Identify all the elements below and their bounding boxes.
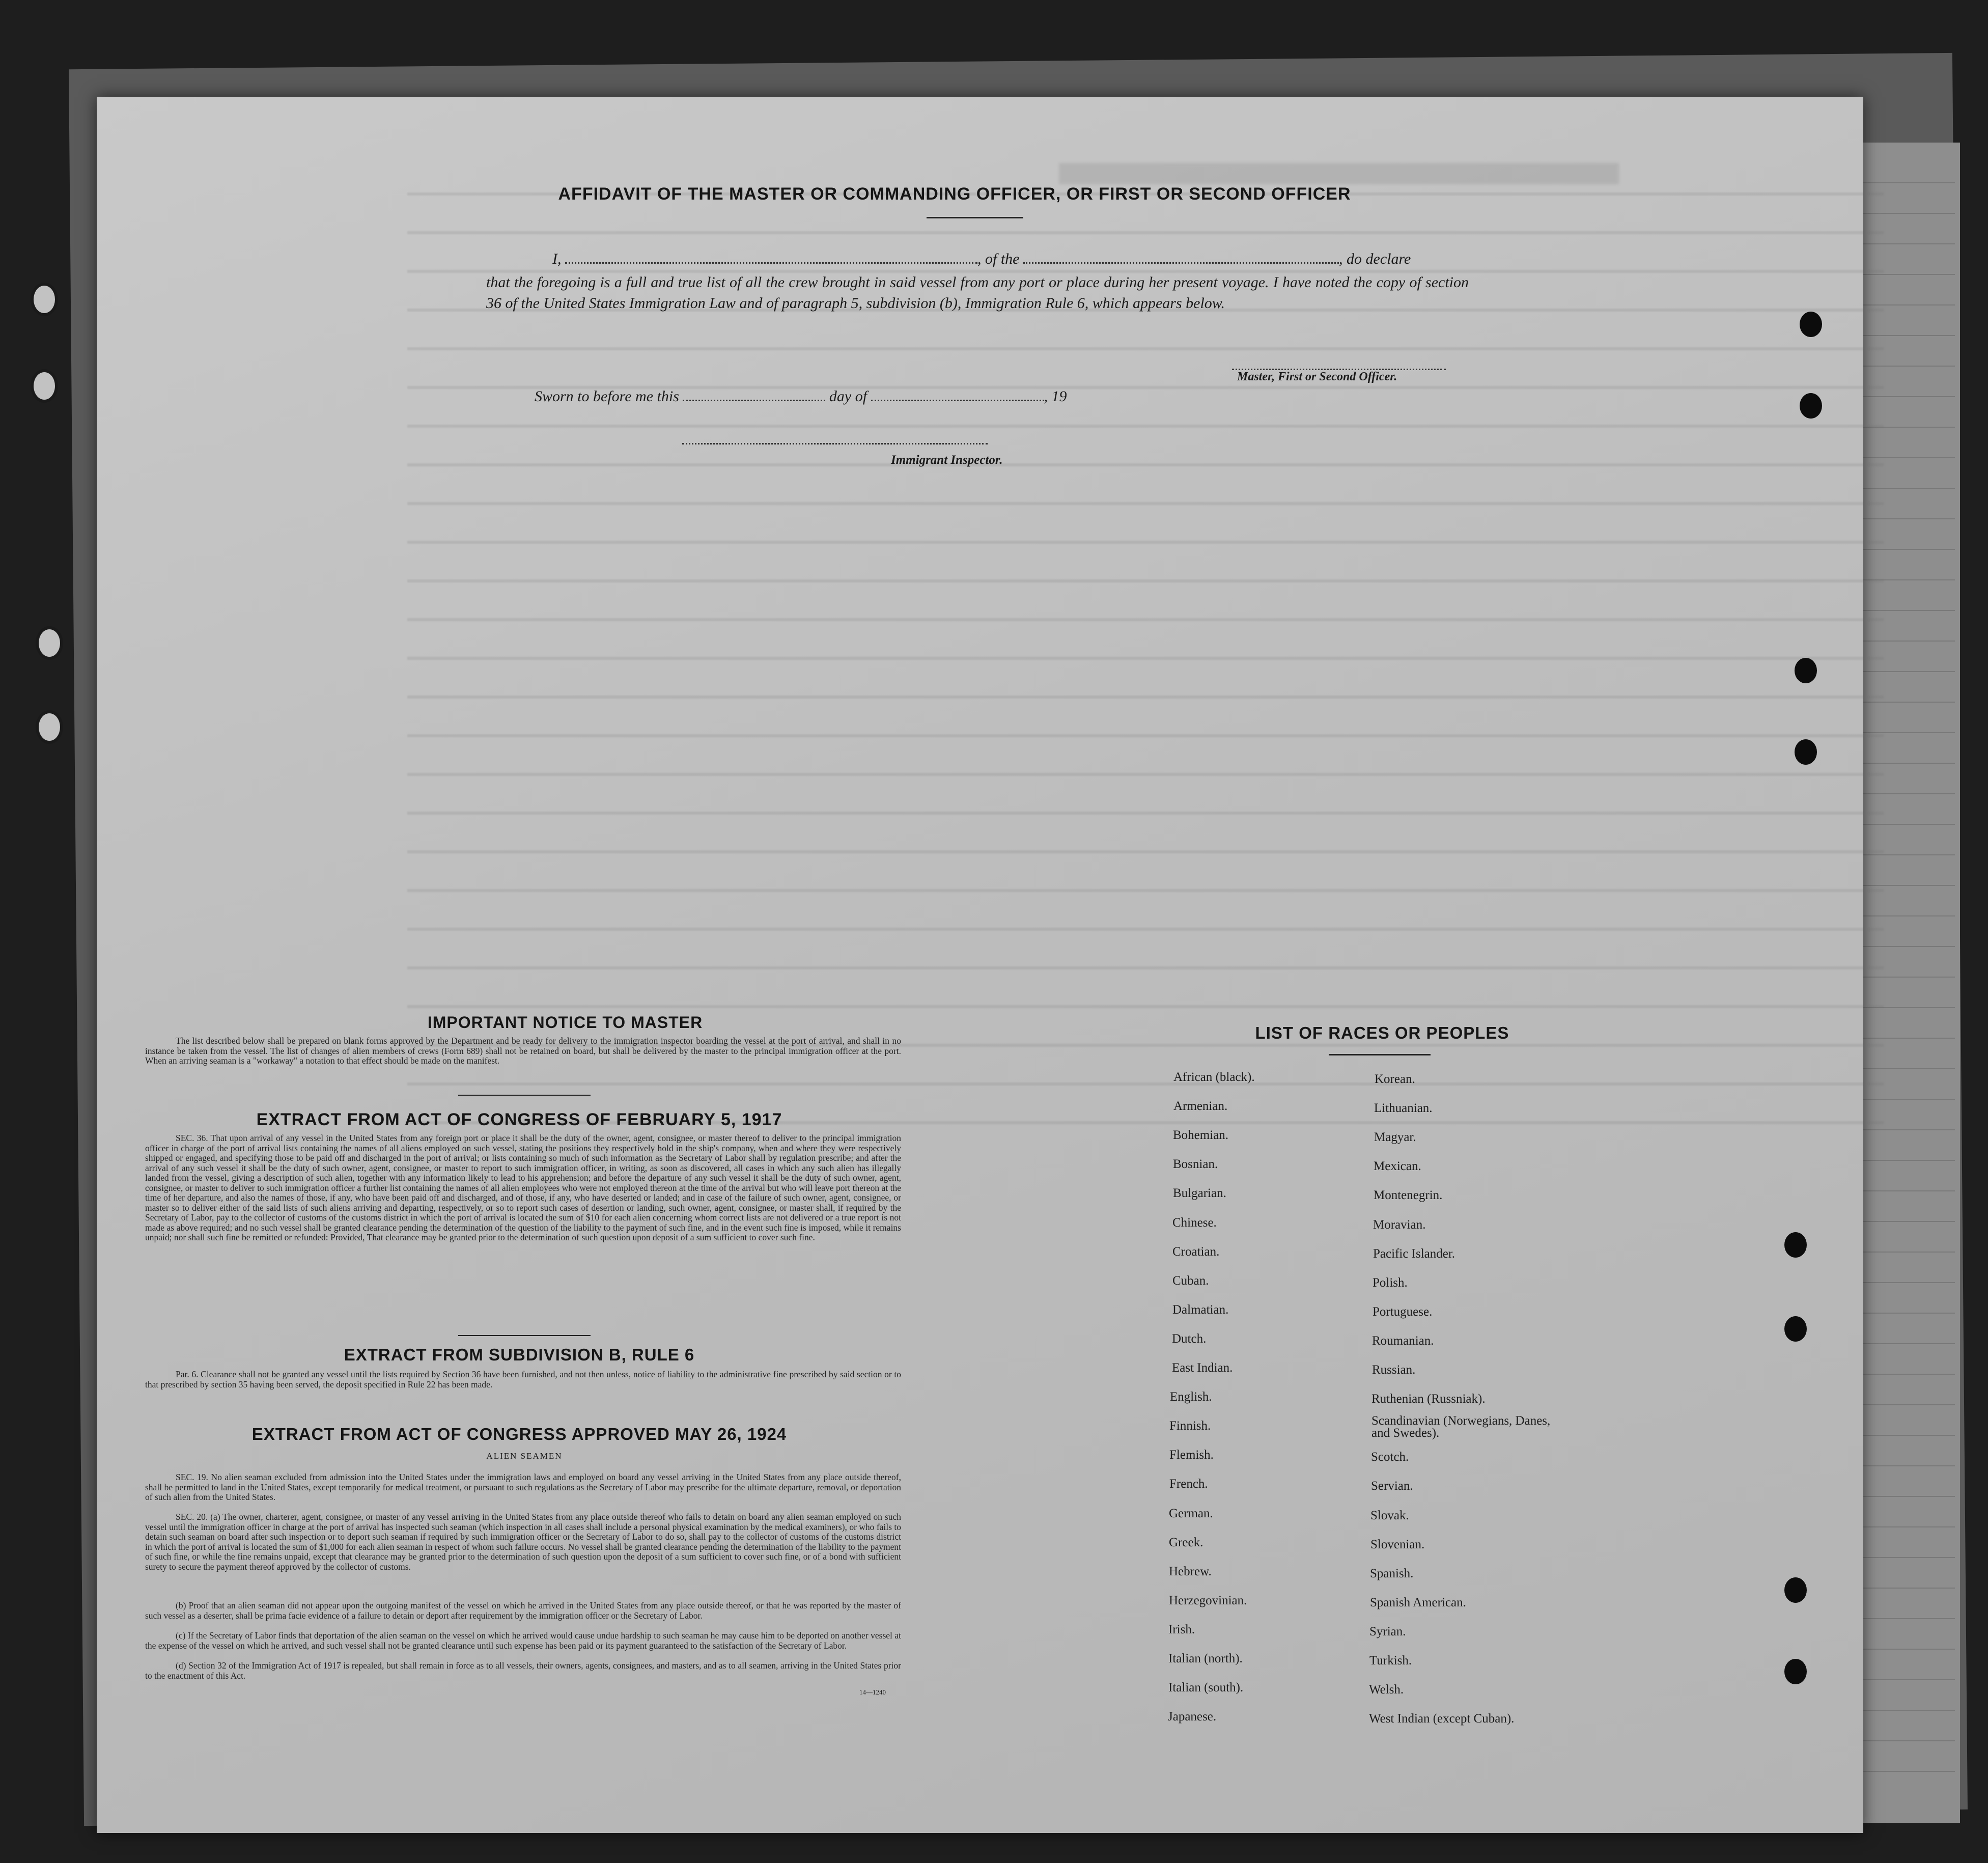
sec20a-paragraph: SEC. 20. (a) The owner, charterer, agent, consignee, or master of any vessel arriving in the United States from any place outside thereof who fails to detain on board any alien seaman employed on such vessel until the immigration officer in charge at the port of arrival has inspected such seaman (which inspection in all cases shall include a personal physical examination by the medical examiners), or who fails to detain such seaman on board after such inspection or to deport such seaman if required by such immigration officer or the Secretary of Labor to do so, shall pay to the collector of customs of the customs district in which the port of arrival is located the sum of $1,000 for each alien seaman in respect of whom such failure occurs. No vessel shall be granted clearance pending the determination of the liability to the payment of such fine, or while the fine remains unpaid, except that clearance may be granted prior to the determination of such question upon the deposit of a sum sufficient to cover such fine, or of a bond with sufficient surety to secure the payment thereof approved by the collector of customs. xyxy=(145,1512,901,1572)
sworn-day-label: day of xyxy=(829,388,867,405)
affidavit-declaration-line xyxy=(486,248,1469,269)
race-item: Japanese. xyxy=(1168,1710,1217,1723)
sworn-line xyxy=(535,386,1196,407)
race-item: Bulgarian. xyxy=(1173,1186,1226,1200)
race-item: Montenegrin. xyxy=(1374,1188,1443,1202)
notice-rule xyxy=(458,1095,591,1096)
punch-hole-icon xyxy=(1784,1659,1807,1684)
race-item: Croatian. xyxy=(1172,1245,1220,1259)
punch-hole-icon xyxy=(1795,739,1817,765)
race-item: Hebrew. xyxy=(1169,1565,1212,1578)
race-item: Scotch. xyxy=(1371,1450,1409,1464)
race-item: Bosnian. xyxy=(1173,1157,1218,1171)
declarant-name-field[interactable] xyxy=(565,252,977,264)
extract-1917-body: SEC. 36. That upon arrival of any vessel in the United States from any foreign port or place it shall be the duty of the owner, agent, consignee, or master thereof to deliver to the principal immigration officer in charge of the port of arrival lists containing the names of all aliens employed on such vessel, stating the positions they respectively hold in the ship's company, when and where they were respectively shipped or engaged, and specifying those to be paid off and discharged in the port of arrival; or lists containing so much of such information as the Secretary of Labor shall by regulation prescribe; and after the arrival of any such vessel it shall be the duty of such owner, agent, consignee, or master to report to such immigration officer, in writing, as soon as discovered, all cases in which any such alien has illegally landed from the vessel, giving a description of such alien, together with any information likely to lead to his apprehension; and before the departure of any such vessel it shall be the duty of such owner, agent, consignee, or master to deliver to such immigration officer a further list containing the names of all alien employees who were not employed thereon at the time of the arrival but who will leave port thereon at the time of her departure, and also the names of those, if any, who have been paid off and discharged, and of those, if any, who have deserted or landed; and in case of the failure of such owner, agent, consignee, or master so to deliver either of the said lists of such aliens arriving and departing, respectively, or so to report such cases of desertion or landing, such owner, agent, consignee, or master shall, if required by the Secretary of Labor, pay to the collector of customs of the customs district in which the port of arrival is located the sum of $10 for each alien concerning whom correct lists are not delivered or a true report is not made as above required; and no such vessel shall be granted clearance pending the determination of the question of the liability to the payment of such fine, and in the event such fine is imposed, while it remains unpaid; nor shall such fine be remitted or refunded: Provided, That clearance may be granted prior to the determination of such question upon deposit of a sum sufficient to cover such fine. xyxy=(145,1133,901,1242)
sec20b-paragraph: (b) Proof that an alien seaman did not appear upon the outgoing manifest of the vessel on which he arrived in the United States from any place outside thereof, or that he was reported by the master of such vessel as a deserter, shall be prima facie evidence of a failure to detain or deport after requirement by the immigration officer or the Secretary of Labor. xyxy=(145,1600,901,1621)
bleed-through-heading xyxy=(1059,163,1619,184)
race-item: Pacific Islander. xyxy=(1373,1247,1455,1261)
race-item: Mexican. xyxy=(1374,1159,1421,1173)
vessel-name-field[interactable] xyxy=(1023,252,1339,264)
affidavit-body: that the foregoing is a full and true list of all the crew brought in said vessel from any port or place during her present voyage. I have noted the copy of section 36 of the United States Immigration Law and of paragraph 5, subdivision (b), Immigration Rule 6, which appears below. xyxy=(486,274,1469,312)
race-item: Korean. xyxy=(1375,1072,1415,1086)
declare-label: , do declare xyxy=(1339,251,1411,267)
extract-rule6-title: EXTRACT FROM SUBDIVISION B, RULE 6 xyxy=(344,1345,695,1364)
extract-1924-title: EXTRACT FROM ACT OF CONGRESS APPROVED MAY 26, 1924 xyxy=(251,1425,787,1443)
race-item: Dalmatian. xyxy=(1172,1303,1229,1317)
race-item: Finnish. xyxy=(1169,1419,1211,1433)
extract-1924-subtitle: ALIEN SEAMEN xyxy=(486,1451,563,1461)
race-item: Moravian. xyxy=(1373,1218,1426,1232)
race-item: Greek. xyxy=(1169,1536,1203,1549)
race-item: West Indian (except Cuban). xyxy=(1369,1712,1515,1726)
race-item: Italian (south). xyxy=(1168,1681,1244,1694)
race-item: Bohemian. xyxy=(1173,1128,1229,1142)
race-item: Magyar. xyxy=(1374,1130,1416,1144)
punch-hole-icon xyxy=(1784,1577,1807,1603)
extract-rule6-body: Par. 6. Clearance shall not be granted any vessel until the lists required by Section 36 have been furnished, and not then unless, notice of liability to the administrative fine prescribed by said section or to that prescribed by section 35 having been served, the deposit specified in Rule 22 has been made. xyxy=(145,1369,901,1389)
punch-hole-icon xyxy=(1784,1232,1807,1258)
races-title: LIST OF RACES OR PEOPLES xyxy=(1255,1023,1509,1042)
race-item: Chinese. xyxy=(1172,1216,1217,1230)
race-item: English. xyxy=(1170,1390,1212,1404)
punch-hole-icon xyxy=(36,710,63,744)
race-item: Polish. xyxy=(1373,1276,1408,1290)
race-item: Dutch. xyxy=(1172,1332,1207,1346)
races-rule xyxy=(1329,1054,1431,1055)
race-item: Spanish. xyxy=(1370,1567,1414,1580)
race-item: Ruthenian (Russniak). xyxy=(1371,1392,1486,1406)
punch-hole-icon xyxy=(31,369,58,403)
form-number: 14—1240 xyxy=(859,1688,886,1696)
notice-title: IMPORTANT NOTICE TO MASTER xyxy=(427,1013,703,1032)
race-item: French. xyxy=(1169,1477,1208,1491)
sworn-prefix: Sworn to before me this xyxy=(535,388,679,405)
sworn-day-field[interactable] xyxy=(683,390,825,401)
punch-hole-icon xyxy=(1800,312,1822,337)
sec20c-paragraph: (c) If the Secretary of Labor finds that deportation of the alien seaman on the vessel on which he arrived would cause undue hardship to such seaman he may cause him to be deported on another vessel at the expense of the vessel on which he arrived, and such vessel shall not be granted clearance until such expense has been paid or its payment guaranteed to the satisfaction of the Secretary of Labor. xyxy=(145,1630,901,1651)
title-rule xyxy=(927,217,1023,218)
race-item: Cuban. xyxy=(1172,1274,1209,1288)
punch-hole-icon xyxy=(36,626,63,660)
race-item: Servian. xyxy=(1371,1479,1413,1493)
race-item: East Indian. xyxy=(1172,1361,1233,1375)
race-item: Turkish. xyxy=(1369,1654,1412,1667)
punch-hole-icon xyxy=(31,283,58,316)
race-item: Scandinavian (Norwegians, Danes, and Swedes). xyxy=(1371,1414,1551,1440)
race-item: Lithuanian. xyxy=(1374,1101,1433,1115)
sec19-paragraph: SEC. 19. No alien seaman excluded from admission into the United States under the immigration laws and employed on board any vessel arriving in the United States from any place outside thereof, shall be permitted to land in the United States, except temporarily for medical treatment, or pursuant to such regulations as the Secretary of Labor may prescribe for the ultimate departure, removal, or deportation of such alien from the United States. xyxy=(145,1472,901,1502)
race-item: Russian. xyxy=(1372,1363,1416,1377)
race-item: Flemish. xyxy=(1169,1448,1214,1462)
race-item: Irish. xyxy=(1168,1623,1195,1636)
race-item: Spanish American. xyxy=(1370,1596,1466,1609)
sworn-year-label: , 19 xyxy=(1044,388,1067,405)
race-item: Roumanian. xyxy=(1372,1334,1434,1348)
race-item: Italian (north). xyxy=(1168,1652,1243,1665)
race-item: Slovak. xyxy=(1370,1509,1409,1522)
race-item: Armenian. xyxy=(1173,1099,1228,1113)
extract-1917-rule xyxy=(458,1335,591,1336)
inspector-label: Immigrant Inspector. xyxy=(891,453,1003,467)
affidavit-title: AFFIDAVIT OF THE MASTER OR COMMANDING OFFICER, OR FIRST OR SECOND OFFICER xyxy=(558,184,1351,204)
punch-hole-icon xyxy=(1784,1316,1807,1342)
race-item: Welsh. xyxy=(1369,1683,1404,1697)
inspector-signature-line[interactable] xyxy=(682,443,988,444)
extract-1917-title: EXTRACT FROM ACT OF CONGRESS OF FEBRUARY 5, 1917 xyxy=(256,1110,782,1129)
race-item: Syrian. xyxy=(1369,1625,1406,1638)
punch-hole-icon xyxy=(1800,393,1822,419)
race-item: Herzegovinian. xyxy=(1169,1594,1247,1607)
sec20d-paragraph: (d) Section 32 of the Immigration Act of 1917 is repealed, but shall remain in force as to all vessels, their owners, agents, consignees, and masters, and as to all seamen, arriving in the United States prior to the enactment of this Act. xyxy=(145,1660,901,1681)
of-the-label: , of the xyxy=(977,251,1020,267)
punch-hole-icon xyxy=(1795,658,1817,683)
notice-body: The list described below shall be prepared on blank forms approved by the Department and be ready for delivery to the immigration inspector boarding the vessel at the port of arrival, and shall in no instance be taken from the vessel. The list of changes of alien members of crews (Form 689) shall not be retained on board, but shall be delivered by the master to the principal immigration officer at the port. When an arriving seaman is a "workaway" a notation to that effect should be made on the manifest. xyxy=(145,1036,901,1066)
master-label: Master, First or Second Officer. xyxy=(1237,370,1397,383)
declarant-prefix: I, xyxy=(552,251,562,267)
race-item: Slovenian. xyxy=(1370,1538,1425,1551)
race-item: German. xyxy=(1169,1507,1213,1520)
race-item: African (black). xyxy=(1173,1070,1255,1084)
race-item: Portuguese. xyxy=(1373,1305,1433,1319)
sworn-month-field[interactable] xyxy=(871,390,1044,401)
